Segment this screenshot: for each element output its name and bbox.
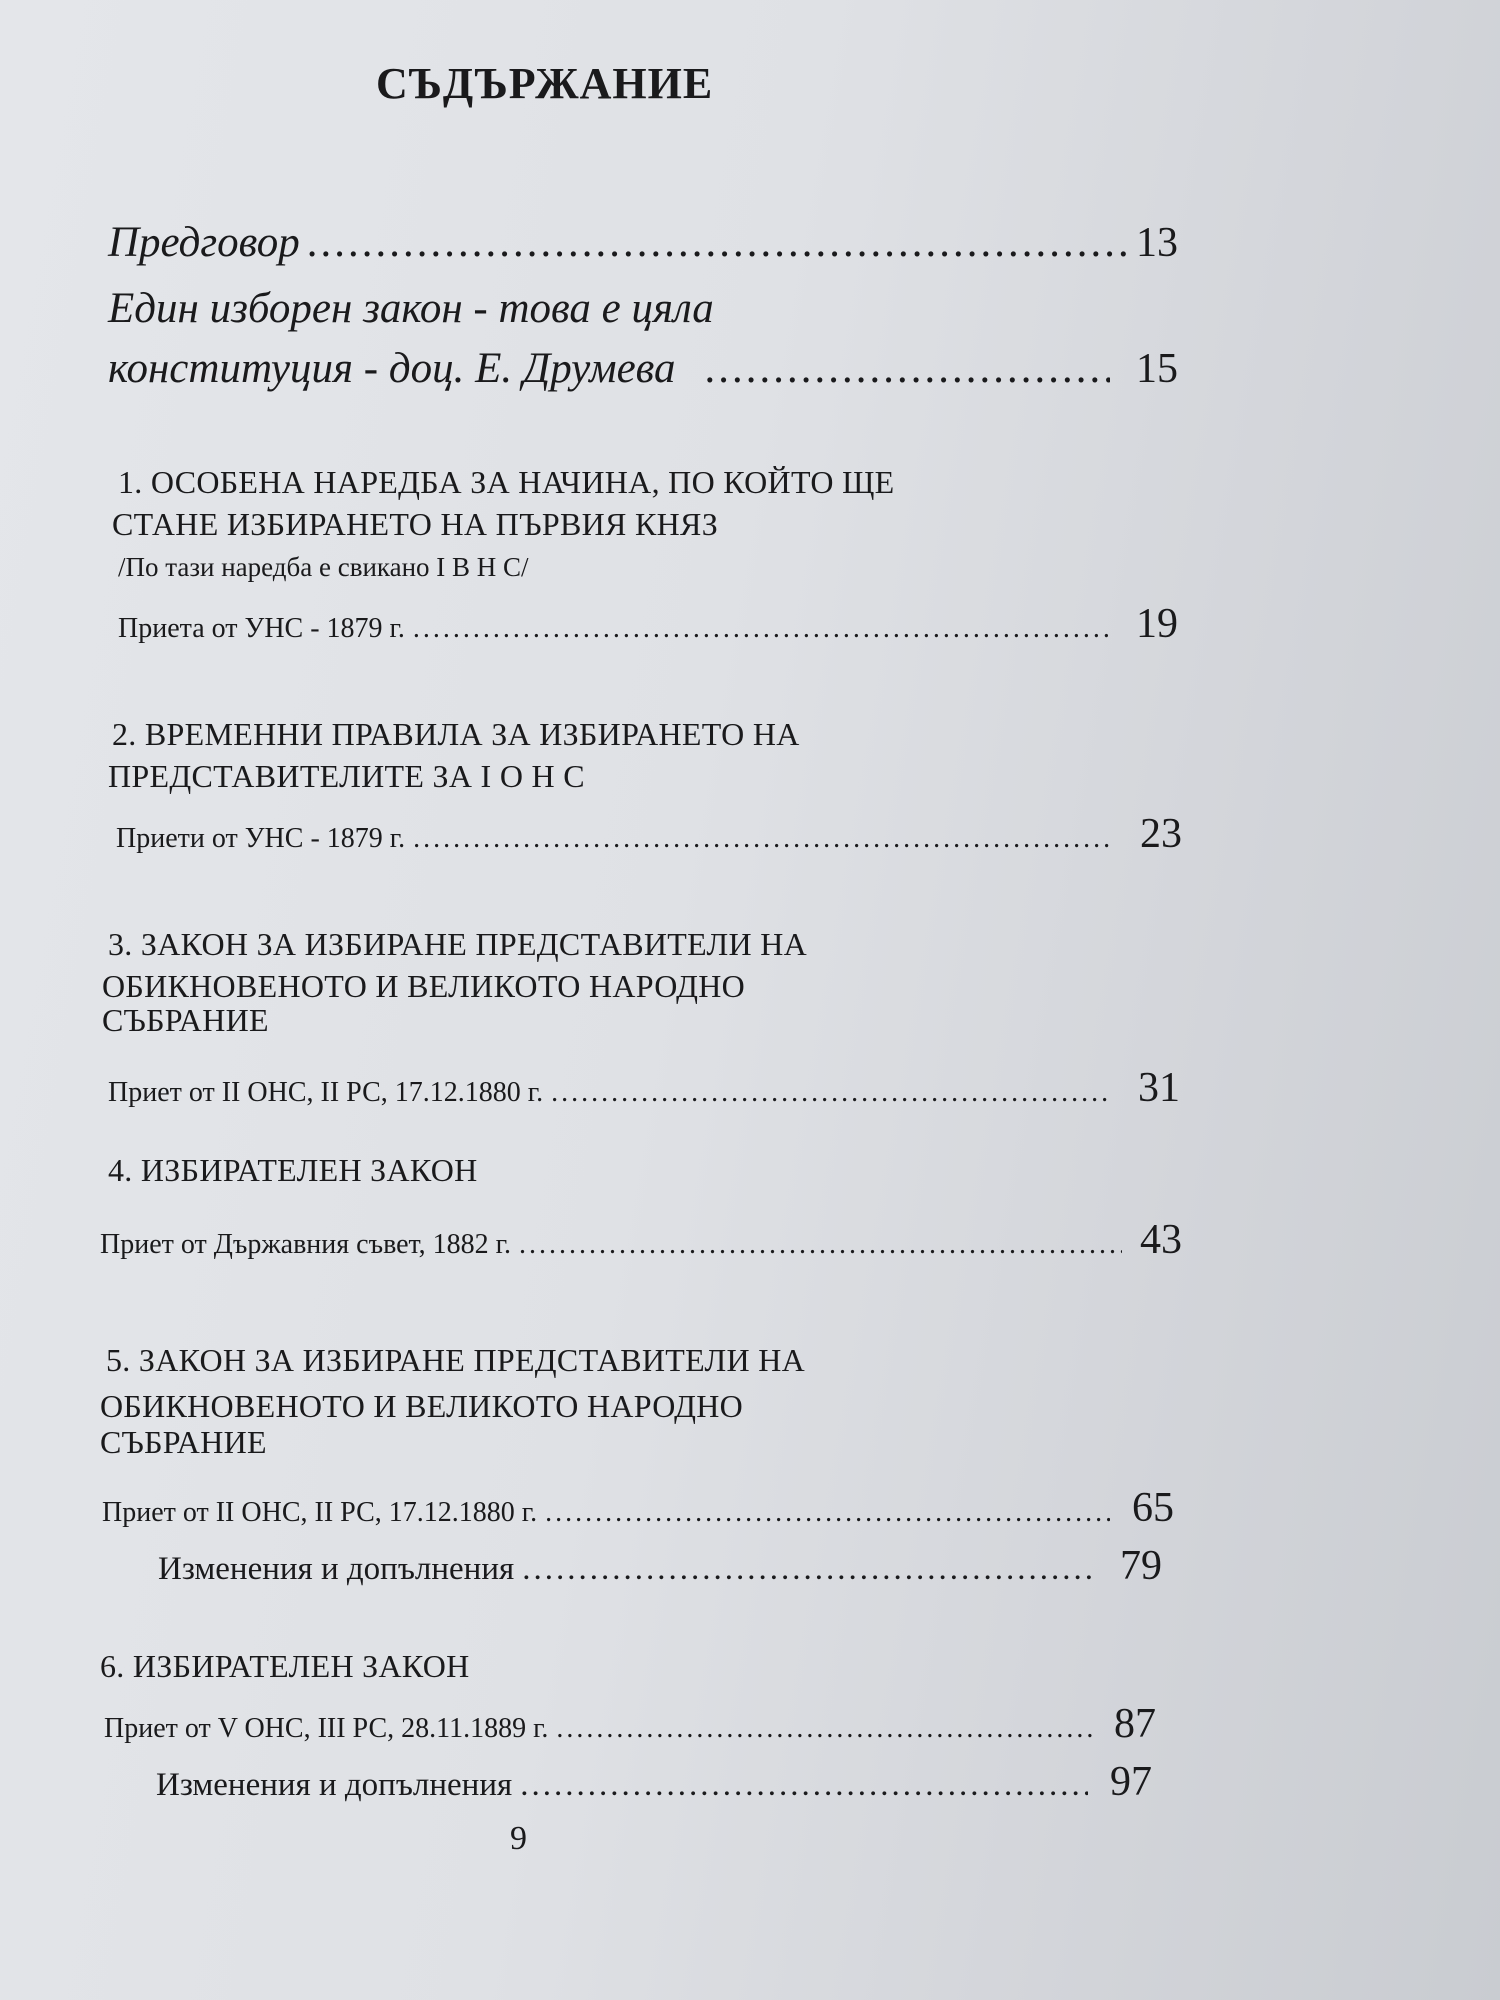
entry-meta: Приет от Държавния съвет, 1882 г. (100, 1229, 512, 1260)
leader-dots (520, 1767, 1088, 1804)
entry-sub-label: Изменения и допълнения (158, 1551, 515, 1587)
section-3-heading-line1: 3. ЗАКОН ЗА ИЗБИРАНЕ ПРЕДСТАВИТЕЛИ НА (108, 926, 808, 962)
entry-page: 65 (1132, 1485, 1174, 1531)
entry-meta: Приет от II ОНС, II РС, 17.12.1880 г. (102, 1497, 538, 1528)
section-3-heading-line3: СЪБРАНИЕ (102, 1002, 269, 1038)
entry-page: 97 (1110, 1759, 1152, 1805)
section-5-heading-line2: ОБИКНОВЕНОТО И ВЕЛИКОТО НАРОДНО (100, 1388, 744, 1424)
entry-page: 19 (1136, 601, 1178, 647)
entry-label: конституция - доц. Е. Друмева (108, 345, 676, 392)
toc-entry-essay-line1: Един изборен закон - това е цяла (108, 285, 714, 332)
section-1-note: /По тази наредба е свикано I В Н С/ (118, 552, 529, 582)
entry-page: 13 (1136, 220, 1178, 266)
section-2-heading-line1: 2. ВРЕМЕННИ ПРАВИЛА ЗА ИЗБИРАНЕТО НА (112, 716, 800, 752)
section-5-heading-line3: СЪБРАНИЕ (100, 1424, 267, 1460)
toc-entry-section-6-amendments[interactable] (156, 1758, 1152, 1806)
toc-entry-essay[interactable] (108, 344, 1178, 393)
entry-sub-label: Изменения и допълнения (156, 1767, 513, 1803)
toc-entry-section-5-amendments[interactable] (158, 1542, 1162, 1590)
entry-meta: Приети от УНС - 1879 г. (116, 823, 406, 854)
leader-dots (551, 1077, 1112, 1109)
toc-entry-section-4[interactable] (100, 1216, 1182, 1264)
page-title: СЪДЪРЖАНИЕ (376, 59, 714, 108)
leader-dots (545, 1497, 1110, 1529)
leader-dots (519, 1229, 1122, 1261)
section-4-heading: 4. ИЗБИРАТЕЛЕН ЗАКОН (108, 1152, 478, 1188)
toc-entry-section-3[interactable] (108, 1064, 1180, 1112)
leader-dots (522, 1551, 1098, 1588)
section-1-heading-line2: СТАНЕ ИЗБИРАНЕТО НА ПЪРВИЯ КНЯЗ (112, 506, 719, 542)
toc-entry-section-5[interactable] (102, 1484, 1174, 1532)
toc-entry-preface[interactable] (108, 218, 1178, 267)
entry-page: 31 (1138, 1065, 1180, 1111)
page-number: 9 (510, 1820, 527, 1857)
entry-page: 23 (1140, 811, 1182, 857)
leader-dots (413, 823, 1114, 855)
entry-page: 79 (1120, 1543, 1162, 1589)
toc-entry-section-2[interactable] (116, 810, 1182, 858)
entry-page: 87 (1114, 1701, 1156, 1747)
entry-page: 43 (1140, 1217, 1182, 1263)
leader-dots (706, 344, 1110, 393)
toc-entry-section-1[interactable] (118, 600, 1178, 648)
entry-meta: Приет от V ОНС, III РС, 28.11.1889 г. (104, 1713, 549, 1744)
entry-page: 15 (1136, 346, 1178, 392)
section-3-heading-line2: ОБИКНОВЕНОТО И ВЕЛИКОТО НАРОДНО (102, 968, 746, 1004)
toc-entry-section-6[interactable] (104, 1700, 1156, 1748)
entry-meta: Приета от УНС - 1879 г. (118, 613, 405, 644)
entry-meta: Приет от II ОНС, II РС, 17.12.1880 г. (108, 1077, 544, 1108)
section-2-heading-line2: ПРЕДСТАВИТЕЛИТЕ ЗА I О Н С (108, 758, 585, 794)
section-5-heading-line1: 5. ЗАКОН ЗА ИЗБИРАНЕ ПРЕДСТАВИТЕЛИ НА (106, 1342, 806, 1378)
section-1-heading-line1: 1. ОСОБЕНА НАРЕДБА ЗА НАЧИНА, ПО КОЙТО ЩЕ (118, 464, 895, 500)
section-6-heading: 6. ИЗБИРАТЕЛЕН ЗАКОН (100, 1648, 470, 1684)
entry-label: Предговор (108, 219, 300, 266)
leader-dots (413, 613, 1110, 645)
leader-dots (308, 218, 1128, 267)
leader-dots (556, 1713, 1092, 1745)
